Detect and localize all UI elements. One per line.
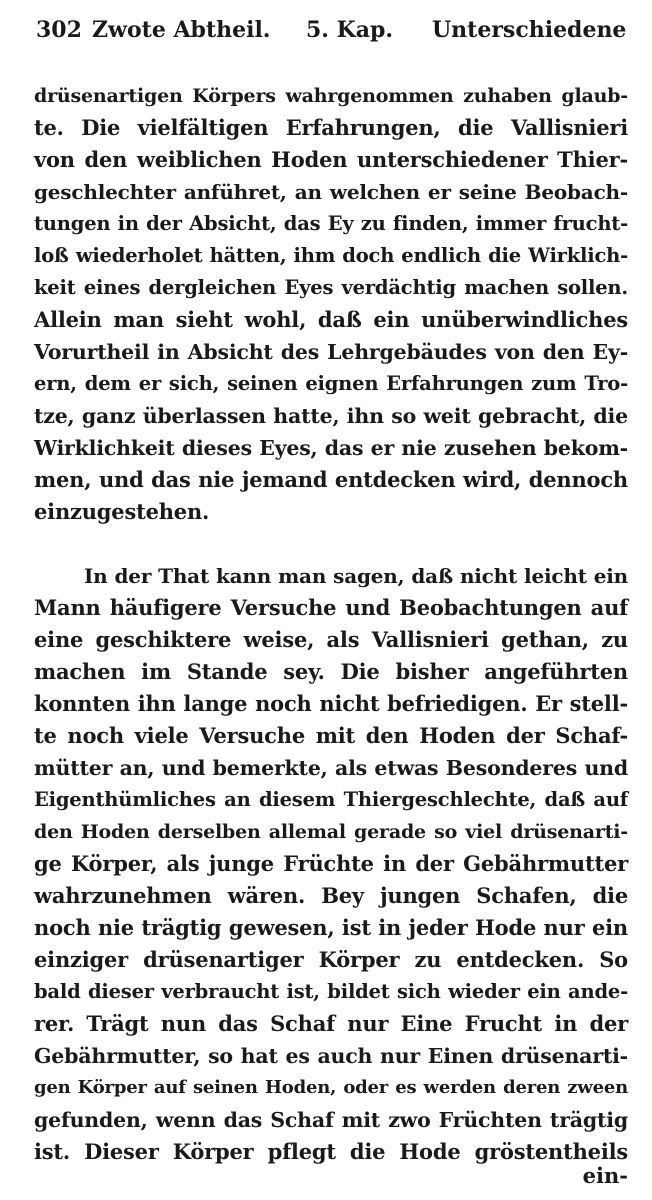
text-line: tze, ganz überlassen hatte, ihn so weit gebracht, die [34,404,628,428]
topic-title: Unterschiedene [432,17,627,43]
text-line: von den weiblichen Hoden unterschiedener Thier- [34,147,628,172]
text-line: gefunden, wenn das Schaf mit zwo Früchten trägtig [34,1108,628,1132]
text-line: wahrzunehmen wären. Bey jungen Schafen, die [34,883,628,908]
text-line: einziger drüsenartiger Körper zu entdecken. So [34,947,628,972]
text-line: noch nie trägtig gewesen, ist in jeder Hode nur ein [34,915,628,940]
text-line: einzugestehen. [34,499,210,524]
section-title: Zwote Abtheil. [92,17,271,43]
text-line: machen im Stande sey. Die bisher angeführten [34,659,628,684]
text-line: Gebährmutter, so hat es auch nur Einen drüsenarti- [34,1044,628,1068]
text-line: den Hoden derselben allemal gerade so viel drüsenarti- [34,821,628,843]
text-line: ist. Dieser Körper pflegt die Hode gröstentheils [34,1139,628,1164]
text-line: geschlechter anführet, an welchen er seine Beobach- [34,180,628,204]
text-line: ern, dem er sich, seinen eignen Erfahrungen zum Tro- [34,372,628,395]
text-line: Vorurtheil in Absicht des Lehrgebäudes von den Ey- [34,340,628,364]
text-line: konnten ihn lange noch nicht befriedigen. Er stell- [34,691,628,716]
catchword: ein- [582,1163,628,1188]
text-line: bald dieser verbraucht ist, bildet sich wieder ein ande- [34,980,628,1003]
text-line: te. Die vielfältigen Erfahrungen, die Vallisnieri [34,115,628,140]
text-line: Mann häufigere Versuche und Beobachtungen auf [34,595,628,620]
text-line: Wirklichkeit dieses Eyes, das er nie zusehen bekom- [34,436,628,460]
text-line: te noch viele Versuche mit den Hoden der Schaf- [34,723,628,748]
text-line: tungen in der Absicht, das Ey zu finden, immer frucht- [34,212,628,235]
text-line: eine geschiktere weise, als Vallisnieri gethan, zu [34,627,628,652]
text-line: Allein man sieht wohl, daß ein unüberwindliches [34,307,628,332]
page-number: 302 [36,17,82,43]
text-line: rer. Trägt nun das Schaf nur Eine Frucht in der [34,1011,628,1036]
text-line: keit eines dergleichen Eyes verdächtig machen sollen. [34,276,628,299]
text-line: loß wiederholet hätten, ihm doch endlich die Wirklich- [34,244,628,267]
running-header [36,10,626,50]
text-line: mütter an, und bemerkte, als etwas Besonderes und [34,756,628,780]
text-line: gen Körper auf seinen Hoden, oder es werden deren zween [34,1077,628,1098]
text-line: ge Körper, als junge Früchte in der Gebährmutter [34,851,628,876]
text-line: Eigenthümliches an diesem Thiergeschlechte, daß auf [34,788,628,811]
text-line: drüsenartigen Körpers wahrgenommen zuhaben glaub- [34,85,628,107]
chapter-label: 5. Kap. [306,17,394,43]
text-line: In der That kann man sagen, daß nicht leicht ein [84,564,628,588]
text-line: men, und das nie jemand entdecken wird, dennoch [34,467,628,492]
